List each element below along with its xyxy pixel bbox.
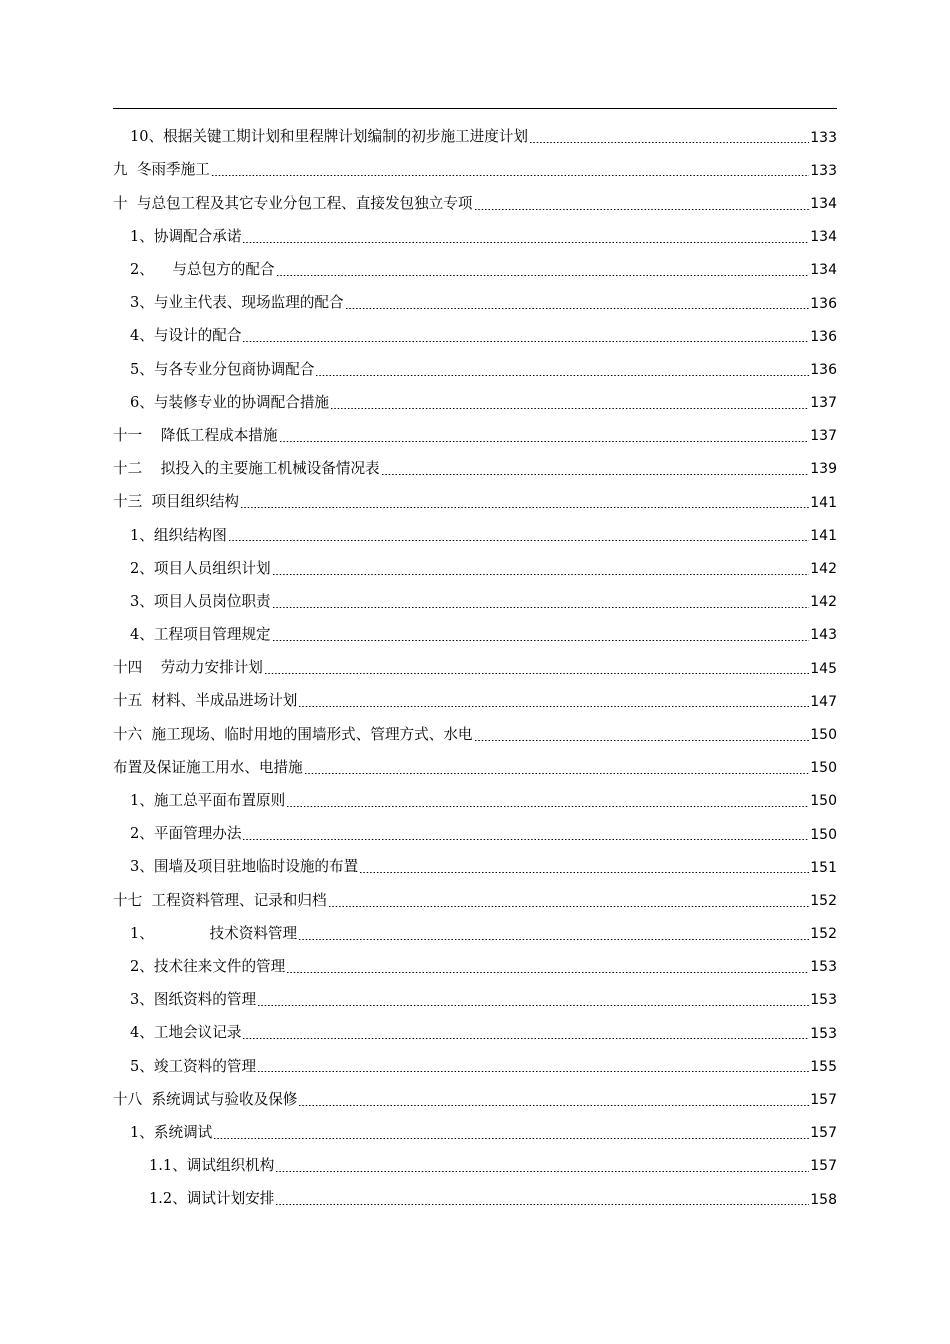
dot-leader [264,672,809,675]
dot-leader [330,407,809,410]
toc-entry-page-number: 137 [810,428,837,445]
dot-leader [298,705,809,708]
dot-leader [328,905,810,908]
toc-entry-title: 4、与设计的配合 [130,327,242,345]
toc-entry-title: 1、施工总平面布置原则 [130,792,286,810]
toc-entry[interactable] [113,586,837,619]
toc-entry-page-number: 153 [810,1025,837,1042]
toc-entry[interactable] [113,320,837,353]
dot-leader [315,374,809,377]
toc-entry[interactable] [113,884,837,917]
toc-entry-page-number: 136 [810,328,837,345]
dot-leader [240,506,809,509]
table-of-contents [113,121,837,1216]
toc-entry-page-number: 142 [810,594,837,611]
toc-entry-page-number: 136 [810,295,837,312]
dot-leader [242,241,809,244]
toc-entry-title: 1、系统调试 [130,1123,213,1141]
toc-entry-title: 5、竣工资料的管理 [130,1057,257,1075]
toc-entry[interactable] [113,154,837,187]
toc-entry[interactable] [113,387,837,420]
toc-entry[interactable] [113,254,837,287]
toc-entry-page-number: 157 [810,1092,837,1109]
toc-entry-title: 3、图纸资料的管理 [130,991,257,1009]
toc-entry[interactable] [113,552,837,585]
toc-entry-title: 十六 施工现场、临时用地的围墙形式、管理方式、水电 [113,725,473,743]
toc-entry-title: 10、根据关键工期计划和里程牌计划编制的初步施工进度计划 [130,128,529,146]
toc-entry-page-number: 158 [810,1191,837,1208]
toc-entry-page-number: 134 [810,195,837,212]
toc-entry-title: 2、平面管理办法 [130,825,242,843]
toc-entry-page-number: 153 [810,959,837,976]
toc-entry[interactable] [113,752,837,785]
toc-entry-title: 九 冬雨季施工 [113,161,210,179]
toc-entry-page-number: 139 [810,461,837,478]
toc-entry-page-number: 133 [810,129,837,146]
dot-leader [213,1137,809,1140]
toc-entry-page-number: 153 [810,992,837,1009]
toc-entry-page-number: 157 [810,1125,837,1142]
dot-leader [275,1203,809,1206]
dot-leader [242,1037,809,1040]
dot-leader [529,141,809,144]
toc-entry-page-number: 143 [810,627,837,644]
toc-entry-page-number: 145 [810,660,837,677]
toc-entry-page-number: 147 [810,693,837,710]
toc-entry[interactable] [113,1017,837,1050]
dot-leader [211,174,809,177]
dot-leader [381,473,810,476]
dot-leader [359,871,809,874]
toc-entry-page-number: 150 [810,760,837,777]
toc-entry[interactable] [113,785,837,818]
toc-entry[interactable] [113,1183,837,1216]
toc-entry[interactable] [113,918,837,951]
dot-leader [304,772,810,775]
dot-leader [279,440,810,443]
toc-entry-title: 十五 材料、半成品进场计划 [113,692,298,710]
header-rule [113,108,837,109]
toc-entry[interactable] [113,453,837,486]
toc-entry-page-number: 141 [810,527,837,544]
toc-entry-page-number: 141 [810,494,837,511]
toc-entry[interactable] [113,718,837,751]
toc-entry-page-number: 157 [810,1158,837,1175]
dot-leader [474,739,810,742]
toc-entry-page-number: 137 [810,395,837,412]
dot-leader [228,539,809,542]
toc-entry[interactable] [113,420,837,453]
toc-entry[interactable] [113,1083,837,1116]
toc-entry-title: 十三 项目组织结构 [113,493,240,511]
toc-entry-page-number: 142 [810,561,837,578]
toc-entry[interactable] [113,1050,837,1083]
toc-entry[interactable] [113,121,837,154]
toc-entry-title: 1、协调配合承诺 [130,227,242,245]
toc-entry[interactable] [113,1117,837,1150]
dot-leader [276,274,810,277]
toc-entry-page-number: 150 [810,826,837,843]
toc-entry-page-number: 150 [810,793,837,810]
toc-entry[interactable] [113,951,837,984]
dot-leader [474,208,810,211]
dot-leader [286,971,809,974]
toc-entry[interactable] [113,353,837,386]
dot-leader [242,838,809,841]
dot-leader [242,340,809,343]
toc-entry-title: 2、技术往来文件的管理 [130,957,286,975]
dot-leader [272,639,810,642]
toc-entry-title: 十八 系统调试与验收及保修 [113,1090,298,1108]
toc-entry-title: 十 与总包工程及其它专业分包工程、直接发包独立专项 [113,194,473,212]
toc-entry[interactable] [113,652,837,685]
toc-entry-title: 1.1、调试组织机构 [149,1157,275,1175]
toc-entry-title: 十二 拟投入的主要施工机械设备情况表 [113,460,380,478]
toc-entry-page-number: 133 [810,162,837,179]
dot-leader [272,606,810,609]
toc-entry[interactable] [113,221,837,254]
toc-entry-title: 1、组织结构图 [130,526,227,544]
dot-leader [286,805,809,808]
toc-entry[interactable] [113,818,837,851]
toc-entry-title: 1.2、调试计划安排 [149,1190,275,1208]
toc-entry-page-number: 150 [810,726,837,743]
toc-entry-page-number: 151 [810,859,837,876]
toc-entry-title: 4、工程项目管理规定 [130,626,271,644]
toc-entry[interactable] [113,685,837,718]
toc-entry-page-number: 152 [810,926,837,943]
toc-entry-title: 十四 劳动力安排计划 [113,659,263,677]
toc-entry-page-number: 136 [810,361,837,378]
toc-entry-title: 2、 与总包方的配合 [130,261,275,279]
toc-entry-title: 2、项目人员组织计划 [130,559,271,577]
toc-entry-page-number: 134 [810,262,837,279]
toc-entry-title: 十一 降低工程成本措施 [113,426,278,444]
toc-entry-title: 4、工地会议记录 [130,1024,242,1042]
toc-entry-title: 布置及保证施工用水、电措施 [113,758,303,776]
toc-entry-page-number: 134 [810,229,837,246]
dot-leader [257,1070,809,1073]
dot-leader [298,938,809,941]
toc-entry-title: 3、围墙及项目驻地临时设施的布置 [130,858,359,876]
toc-entry-title: 3、与业主代表、现场监理的配合 [130,294,344,312]
toc-entry[interactable] [113,486,837,519]
toc-entry-page-number: 155 [810,1058,837,1075]
toc-entry[interactable] [113,851,837,884]
dot-leader [257,1004,809,1007]
toc-entry-page-number: 152 [810,892,837,909]
toc-entry-title: 十七 工程资料管理、记录和归档 [113,891,327,909]
dot-leader [275,1170,809,1173]
toc-entry[interactable] [113,1150,837,1183]
toc-entry-title: 6、与装修专业的协调配合措施 [130,393,330,411]
dot-leader [298,1104,809,1107]
toc-entry-title: 3、项目人员岗位职责 [130,592,271,610]
toc-entry-title: 5、与各专业分包商协调配合 [130,360,315,378]
dot-leader [272,573,810,576]
toc-entry[interactable] [113,984,837,1017]
dot-leader [345,307,810,310]
toc-entry[interactable] [113,519,837,552]
toc-entry-title: 1、 技术资料管理 [130,924,298,942]
toc-entry[interactable] [113,619,837,652]
toc-entry[interactable] [113,287,837,320]
toc-entry[interactable] [113,187,837,220]
